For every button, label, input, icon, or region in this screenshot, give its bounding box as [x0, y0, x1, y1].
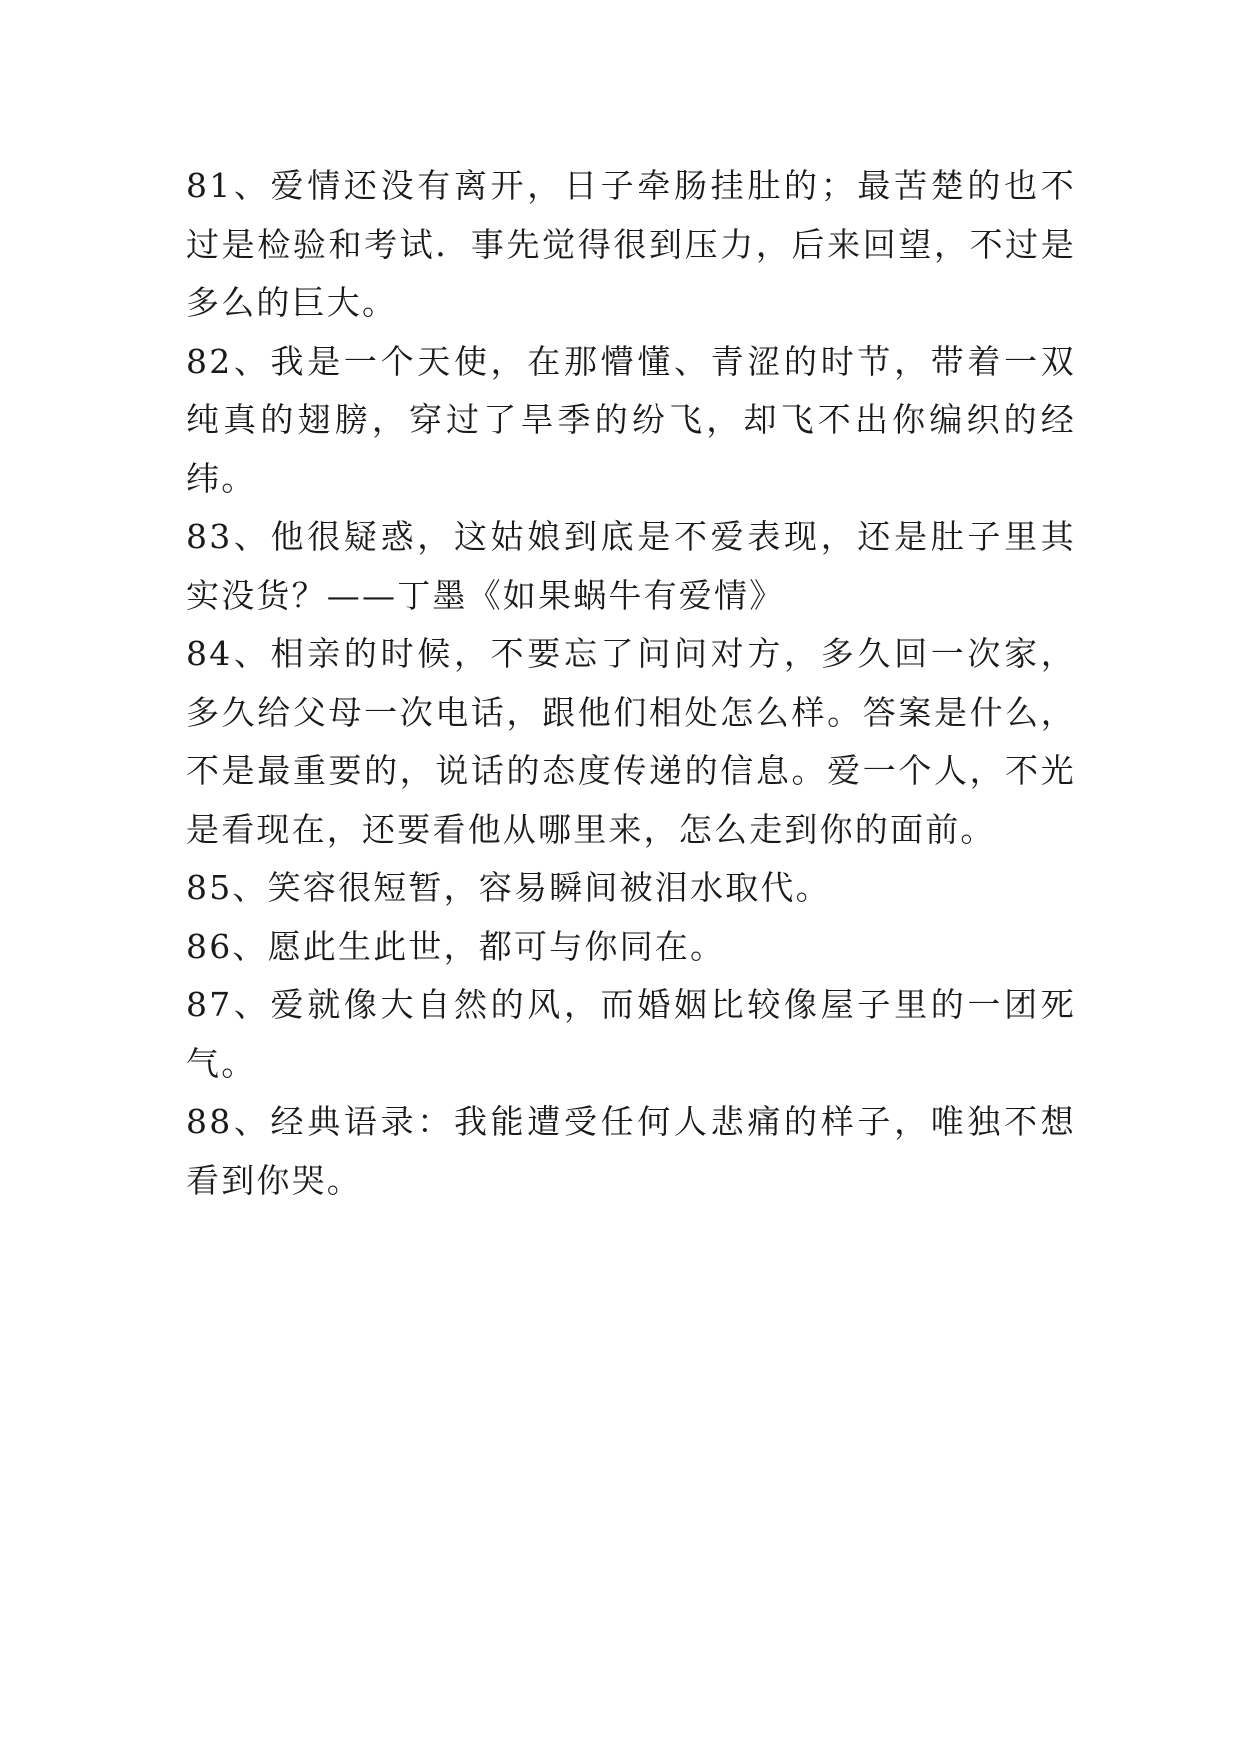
quote-entry-85: 85、笑容很短暂，容易瞬间被泪水取代。 — [186, 868, 831, 907]
quote-entry-83: 83、他很疑惑，这姑娘到底是不爱表现，还是肚子里其实没货？——丁墨《如果蜗牛有爱情》 — [186, 517, 1076, 615]
quote-entry-81: 81、爱情还没有离开，日子牵肠挂肚的；最苦楚的也不过是检验和考试．事先觉得很到压力，后来回望，不过是多么的巨大。 — [186, 166, 1076, 322]
quote-entry-86: 86、愿此生此世，都可与你同在。 — [186, 926, 726, 966]
document-body — [186, 157, 1076, 1210]
quote-entry-84: 84、相亲的时候，不要忘了问问对方，多久回一次家，多久给父母一次电话，跟他们相处怎么样。答案是什么，不是最重要的，说话的态度传递的信息。爱一个人，不光是看现在，还要看他从哪里来，怎么走到你的面前。 — [186, 634, 1076, 849]
quote-entry-88: 88、经典语录：我能遭受任何人悲痛的样子，唯独不想看到你哭。 — [186, 1102, 1076, 1200]
quote-entry-82: 82、我是一个天使，在那懵懂、青涩的时节，带着一双纯真的翅膀，穿过了旱季的纷飞，却飞不出你编织的经纬。 — [186, 341, 1076, 498]
quote-entry-87: 87、爱就像大自然的风，而婚姻比较像屋子里的一团死气。 — [186, 985, 1076, 1083]
